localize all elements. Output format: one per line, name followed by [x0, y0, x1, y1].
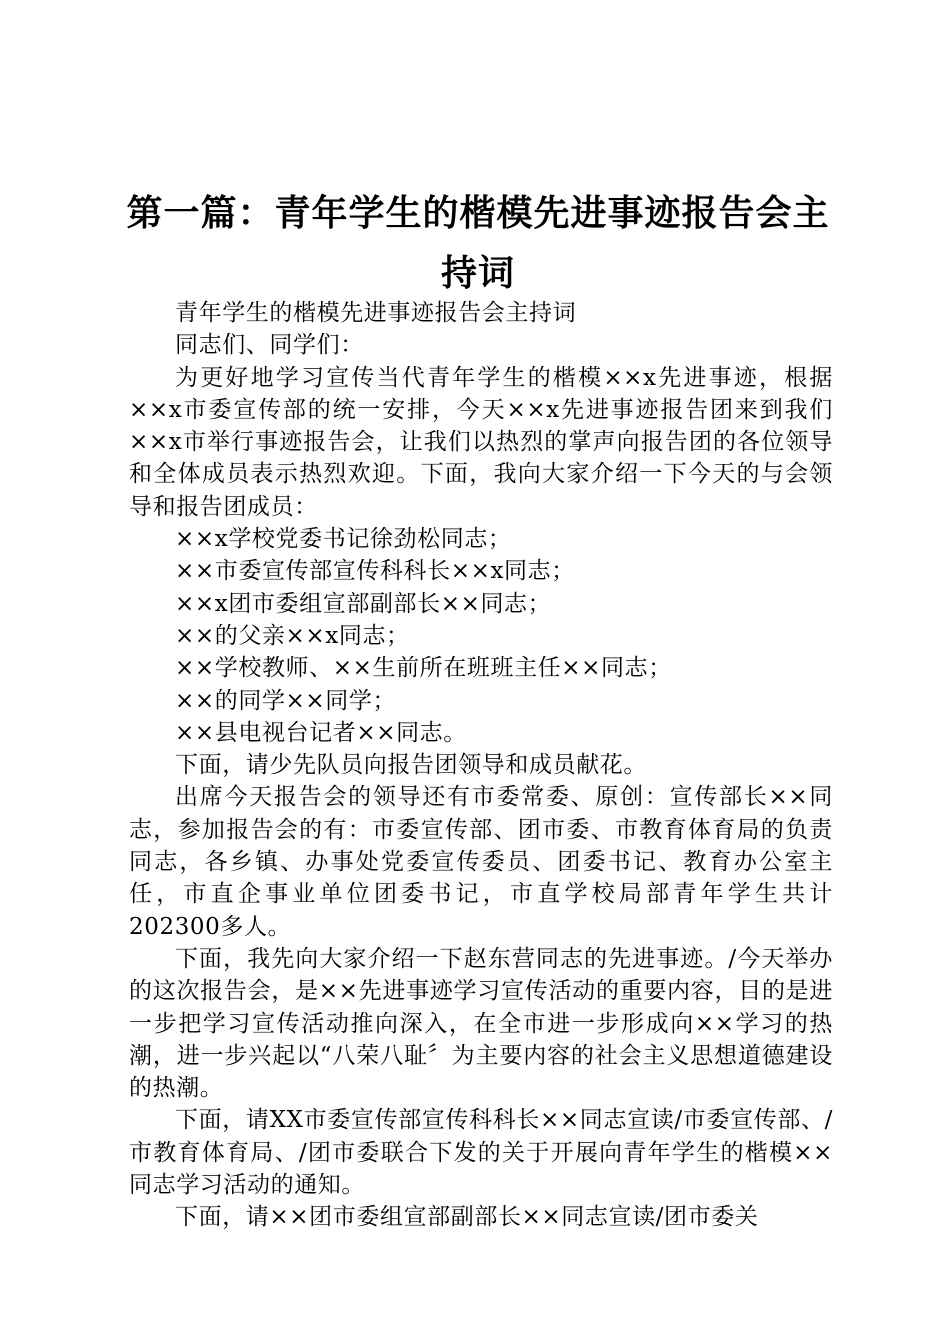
list-item: ××市委宣传部宣传科科长××x同志；: [175, 558, 575, 585]
paragraph: 下面，请XX市委宣传部宣传科科长××同志宣读/市委宣传部、/市教育体育局、/团市委联合下发的关于开展向青年学生的楷模××同志学习活动的通知。: [129, 1107, 833, 1199]
list-item: ××的父亲××x同志；: [175, 622, 410, 649]
paragraph: 下面，请少先队员向报告团领导和成员献花。: [175, 752, 647, 779]
list-item: ××县电视台记者××同志。: [175, 719, 467, 746]
paragraph: 下面，请××团市委组宣部副部长××同志宣读/团市委关: [175, 1204, 759, 1231]
document-body: [129, 297, 833, 1234]
paragraph: 出席今天报告会的领导还有市委常委、原创：宣传部长××同志，参加报告会的有：市委宣传部、团市委、市教育体育局的负责同志，各乡镇、办事处党委宣传委员、团委书记、教育办公室主任，市直企事业单位团委书记，市直学校局部青年学生共计202300多人。: [129, 784, 833, 940]
list-item: ××x团市委组宣部副部长××同志；: [175, 590, 552, 617]
list-item: ××学校教师、××生前所在班班主任××同志；: [175, 655, 672, 682]
paragraph: 为更好地学习宣传当代青年学生的楷模××x先进事迹，根据××x市委宣传部的统一安排，今天××x先进事迹报告团来到我们××x市举行事迹报告会，让我们以热烈的掌声向报告团的各位领导和全体成员表示热烈欢迎。下面，我向大家介绍一下今天的与会领导和报告团成员：: [129, 364, 833, 520]
list-item: ××x学校党委书记徐劲松同志；: [175, 526, 512, 553]
paragraph-subtitle: 青年学生的楷模先进事迹报告会主持词: [175, 300, 577, 326]
list-item: ××的同学××同学；: [175, 687, 397, 714]
paragraph-salutation: 同志们、同学们：: [175, 332, 364, 359]
document-title: 第一篇：青年学生的楷模先进事迹报告会主持词: [126, 192, 830, 294]
paragraph: 下面，我先向大家介绍一下赵东营同志的先进事迹。/今天举办的这次报告会，是××先进事迹学习宣传活动的重要内容，目的是进一步把学习宣传活动推向深入，在全市进一步形成向××学习的热潮，进一步兴起以“八荣八耻〞为主要内容的社会主义思想道德建设的热潮。: [129, 945, 833, 1102]
